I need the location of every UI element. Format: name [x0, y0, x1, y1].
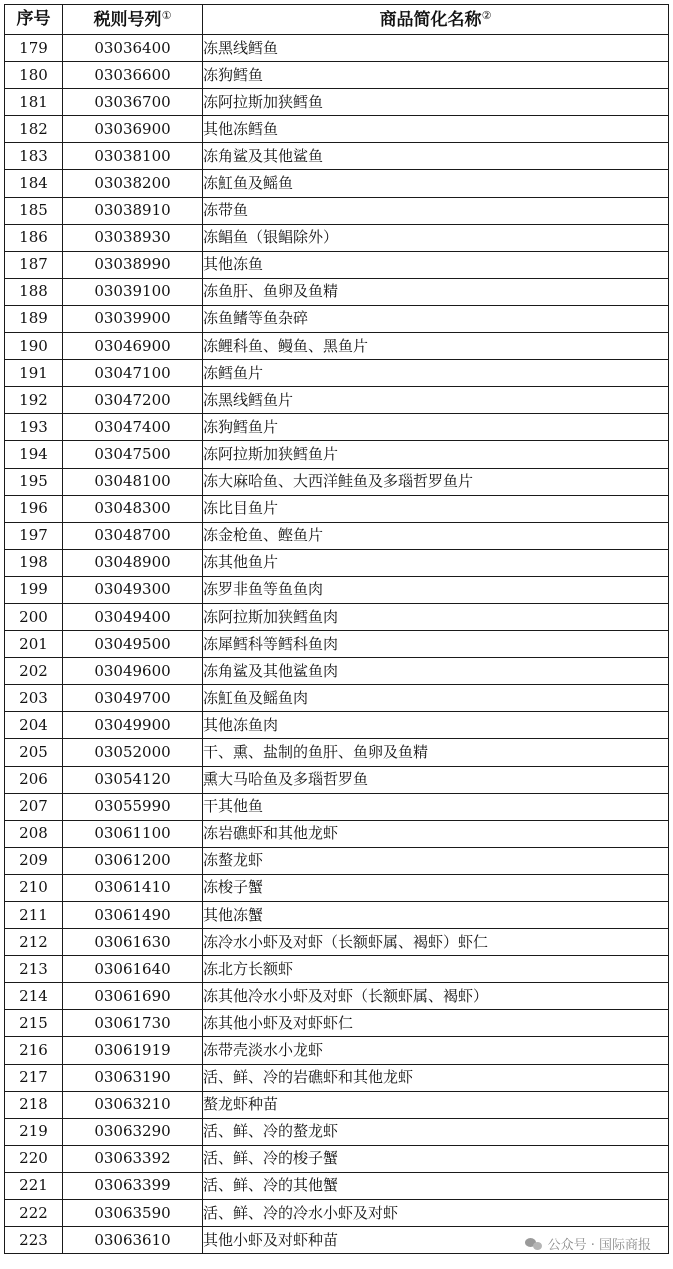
table-row [5, 360, 669, 387]
code-cell: 03038100 [63, 143, 203, 170]
name-cell: 冻其他小虾及对虾虾仁 [203, 1010, 669, 1037]
seq-cell: 222 [5, 1200, 63, 1227]
name-cell: 冻大麻哈鱼、大西洋鲑鱼及多瑙哲罗鱼片 [203, 468, 669, 495]
code-cell: 03052000 [63, 739, 203, 766]
seq-cell: 217 [5, 1064, 63, 1091]
name-cell: 冻黑线鳕鱼 [203, 35, 669, 62]
table-row [5, 387, 669, 414]
seq-cell: 218 [5, 1091, 63, 1118]
code-cell: 03036700 [63, 89, 203, 116]
name-cell: 冻比目鱼片 [203, 495, 669, 522]
seq-cell: 209 [5, 847, 63, 874]
table-row [5, 766, 669, 793]
table-row [5, 62, 669, 89]
seq-cell: 211 [5, 902, 63, 929]
name-cell: 活、鲜、冷的冷水小虾及对虾 [203, 1200, 669, 1227]
code-cell: 03061690 [63, 983, 203, 1010]
name-cell: 冻带鱼 [203, 197, 669, 224]
code-cell: 03061200 [63, 847, 203, 874]
name-cell: 冻阿拉斯加狭鳕鱼片 [203, 441, 669, 468]
code-cell: 03061640 [63, 956, 203, 983]
table-row [5, 143, 669, 170]
name-cell: 冻狗鳕鱼片 [203, 414, 669, 441]
code-cell: 03063590 [63, 1200, 203, 1227]
code-cell: 03036400 [63, 35, 203, 62]
seq-cell: 202 [5, 658, 63, 685]
code-cell: 03061630 [63, 929, 203, 956]
table-row [5, 902, 669, 929]
name-cell: 冻鲤科鱼、鳗鱼、黑鱼片 [203, 333, 669, 360]
seq-cell: 186 [5, 224, 63, 251]
seq-cell: 179 [5, 35, 63, 62]
table-row [5, 305, 669, 332]
name-cell: 其他冻鱼肉 [203, 712, 669, 739]
name-cell: 冻北方长额虾 [203, 956, 669, 983]
table-row [5, 685, 669, 712]
table-row [5, 983, 669, 1010]
code-cell: 03063210 [63, 1091, 203, 1118]
table-row [5, 956, 669, 983]
seq-cell: 200 [5, 603, 63, 630]
code-cell: 03048300 [63, 495, 203, 522]
table-body [5, 35, 669, 1254]
table-row [5, 874, 669, 901]
seq-cell: 182 [5, 116, 63, 143]
name-cell: 冻其他冷水小虾及对虾（长额虾属、褐虾） [203, 983, 669, 1010]
seq-cell: 201 [5, 631, 63, 658]
code-cell: 03047200 [63, 387, 203, 414]
seq-cell: 189 [5, 305, 63, 332]
table-row [5, 278, 669, 305]
code-cell: 03049300 [63, 576, 203, 603]
name-cell: 干其他鱼 [203, 793, 669, 820]
seq-cell: 208 [5, 820, 63, 847]
seq-cell: 187 [5, 251, 63, 278]
tariff-table [4, 4, 669, 1254]
code-cell: 03046900 [63, 333, 203, 360]
table-row [5, 820, 669, 847]
table-row [5, 603, 669, 630]
table-row [5, 414, 669, 441]
seq-cell: 197 [5, 522, 63, 549]
seq-cell: 212 [5, 929, 63, 956]
table-row [5, 522, 669, 549]
name-cell: 冻犀鳕科等鳕科鱼肉 [203, 631, 669, 658]
table-row [5, 1172, 669, 1199]
seq-cell: 191 [5, 360, 63, 387]
table-row [5, 224, 669, 251]
name-cell: 活、鲜、冷的螯龙虾 [203, 1118, 669, 1145]
name-cell: 冻鲳鱼（银鲳除外） [203, 224, 669, 251]
seq-cell: 206 [5, 766, 63, 793]
table-row [5, 333, 669, 360]
seq-cell: 180 [5, 62, 63, 89]
code-cell: 03036600 [63, 62, 203, 89]
seq-cell: 203 [5, 685, 63, 712]
table-row [5, 116, 669, 143]
name-cell: 冻螯龙虾 [203, 847, 669, 874]
table-row [5, 739, 669, 766]
code-cell: 03049900 [63, 712, 203, 739]
table-row [5, 847, 669, 874]
code-cell: 03049500 [63, 631, 203, 658]
table-row [5, 1064, 669, 1091]
seq-cell: 185 [5, 197, 63, 224]
seq-cell: 213 [5, 956, 63, 983]
table-row [5, 1037, 669, 1064]
seq-cell: 188 [5, 278, 63, 305]
code-cell: 03048100 [63, 468, 203, 495]
tariff-sheet [4, 4, 668, 1254]
name-cell: 冻鱼肝、鱼卵及鱼精 [203, 278, 669, 305]
code-cell: 03038200 [63, 170, 203, 197]
code-cell: 03061730 [63, 1010, 203, 1037]
code-cell: 03048700 [63, 522, 203, 549]
footnote-marker-2: ② [481, 9, 492, 22]
code-cell: 03047500 [63, 441, 203, 468]
name-cell: 冻其他鱼片 [203, 549, 669, 576]
seq-cell: 215 [5, 1010, 63, 1037]
seq-cell: 199 [5, 576, 63, 603]
code-cell: 03047100 [63, 360, 203, 387]
table-row [5, 170, 669, 197]
code-cell: 03063190 [63, 1064, 203, 1091]
code-cell: 03049400 [63, 603, 203, 630]
code-cell: 03049600 [63, 658, 203, 685]
name-cell: 活、鲜、冷的其他蟹 [203, 1172, 669, 1199]
seq-cell: 196 [5, 495, 63, 522]
header-row [5, 5, 669, 35]
name-cell: 冻金枪鱼、鲣鱼片 [203, 522, 669, 549]
seq-cell: 220 [5, 1145, 63, 1172]
footnote-marker-1: ① [161, 9, 172, 22]
name-cell: 冻魟鱼及鳐鱼肉 [203, 685, 669, 712]
seq-cell: 219 [5, 1118, 63, 1145]
table-row [5, 712, 669, 739]
seq-cell: 192 [5, 387, 63, 414]
table-row [5, 1200, 669, 1227]
code-cell: 03038910 [63, 197, 203, 224]
watermark-text: 公众号 · 国际商报 [547, 1238, 651, 1253]
code-cell: 03039900 [63, 305, 203, 332]
code-cell: 03036900 [63, 116, 203, 143]
name-cell: 其他小虾及对虾种苗 [203, 1227, 669, 1254]
name-cell: 冻带壳淡水小龙虾 [203, 1037, 669, 1064]
table-row [5, 1145, 669, 1172]
name-cell: 冻阿拉斯加狭鳕鱼 [203, 89, 669, 116]
name-cell: 其他冻鳕鱼 [203, 116, 669, 143]
seq-cell: 193 [5, 414, 63, 441]
code-cell: 03063290 [63, 1118, 203, 1145]
table-row [5, 35, 669, 62]
seq-cell: 216 [5, 1037, 63, 1064]
seq-cell: 190 [5, 333, 63, 360]
table-row [5, 89, 669, 116]
seq-cell: 214 [5, 983, 63, 1010]
table-row [5, 1091, 669, 1118]
code-cell: 03048900 [63, 549, 203, 576]
seq-cell: 194 [5, 441, 63, 468]
name-cell: 活、鲜、冷的岩礁虾和其他龙虾 [203, 1064, 669, 1091]
seq-cell: 223 [5, 1227, 63, 1254]
name-cell: 干、熏、盐制的鱼肝、鱼卵及鱼精 [203, 739, 669, 766]
name-cell: 其他冻蟹 [203, 902, 669, 929]
wechat-icon [525, 1237, 543, 1251]
seq-cell: 183 [5, 143, 63, 170]
code-cell: 03063399 [63, 1172, 203, 1199]
seq-cell: 205 [5, 739, 63, 766]
name-cell: 其他冻鱼 [203, 251, 669, 278]
name-cell: 冻狗鳕鱼 [203, 62, 669, 89]
seq-cell: 195 [5, 468, 63, 495]
code-cell: 03049700 [63, 685, 203, 712]
code-cell: 03063610 [63, 1227, 203, 1254]
seq-cell: 184 [5, 170, 63, 197]
name-cell: 冻岩礁虾和其他龙虾 [203, 820, 669, 847]
table-row [5, 441, 669, 468]
table-row [5, 658, 669, 685]
seq-cell: 204 [5, 712, 63, 739]
header-name: 商品简化名称② [203, 5, 669, 35]
seq-cell: 210 [5, 874, 63, 901]
code-cell: 03038990 [63, 251, 203, 278]
name-cell: 冻阿拉斯加狭鳕鱼肉 [203, 603, 669, 630]
code-cell: 03061410 [63, 874, 203, 901]
table-row [5, 468, 669, 495]
name-cell: 冻冷水小虾及对虾（长额虾属、褐虾）虾仁 [203, 929, 669, 956]
code-cell: 03061490 [63, 902, 203, 929]
seq-cell: 207 [5, 793, 63, 820]
seq-cell: 198 [5, 549, 63, 576]
header-seq: 序号 [5, 5, 63, 35]
code-cell: 03038930 [63, 224, 203, 251]
code-cell: 03061919 [63, 1037, 203, 1064]
header-code: 税则号列① [63, 5, 203, 35]
code-cell: 03061100 [63, 820, 203, 847]
name-cell: 冻鳕鱼片 [203, 360, 669, 387]
name-cell: 螯龙虾种苗 [203, 1091, 669, 1118]
table-row [5, 929, 669, 956]
table-row [5, 549, 669, 576]
code-cell: 03055990 [63, 793, 203, 820]
table-row [5, 495, 669, 522]
watermark [525, 1234, 651, 1253]
name-cell: 冻鱼鳍等鱼杂碎 [203, 305, 669, 332]
name-cell: 冻黑线鳕鱼片 [203, 387, 669, 414]
table-row [5, 197, 669, 224]
seq-cell: 221 [5, 1172, 63, 1199]
seq-cell: 181 [5, 89, 63, 116]
name-cell: 冻梭子蟹 [203, 874, 669, 901]
code-cell: 03039100 [63, 278, 203, 305]
name-cell: 熏大马哈鱼及多瑙哲罗鱼 [203, 766, 669, 793]
name-cell: 冻罗非鱼等鱼鱼肉 [203, 576, 669, 603]
table-row [5, 631, 669, 658]
name-cell: 冻角鲨及其他鲨鱼 [203, 143, 669, 170]
code-cell: 03063392 [63, 1145, 203, 1172]
table-row [5, 793, 669, 820]
name-cell: 冻魟鱼及鳐鱼 [203, 170, 669, 197]
code-cell: 03047400 [63, 414, 203, 441]
table-row [5, 1010, 669, 1037]
table-row [5, 251, 669, 278]
name-cell: 活、鲜、冷的梭子蟹 [203, 1145, 669, 1172]
code-cell: 03054120 [63, 766, 203, 793]
name-cell: 冻角鲨及其他鲨鱼肉 [203, 658, 669, 685]
table-row [5, 1118, 669, 1145]
table-row [5, 576, 669, 603]
